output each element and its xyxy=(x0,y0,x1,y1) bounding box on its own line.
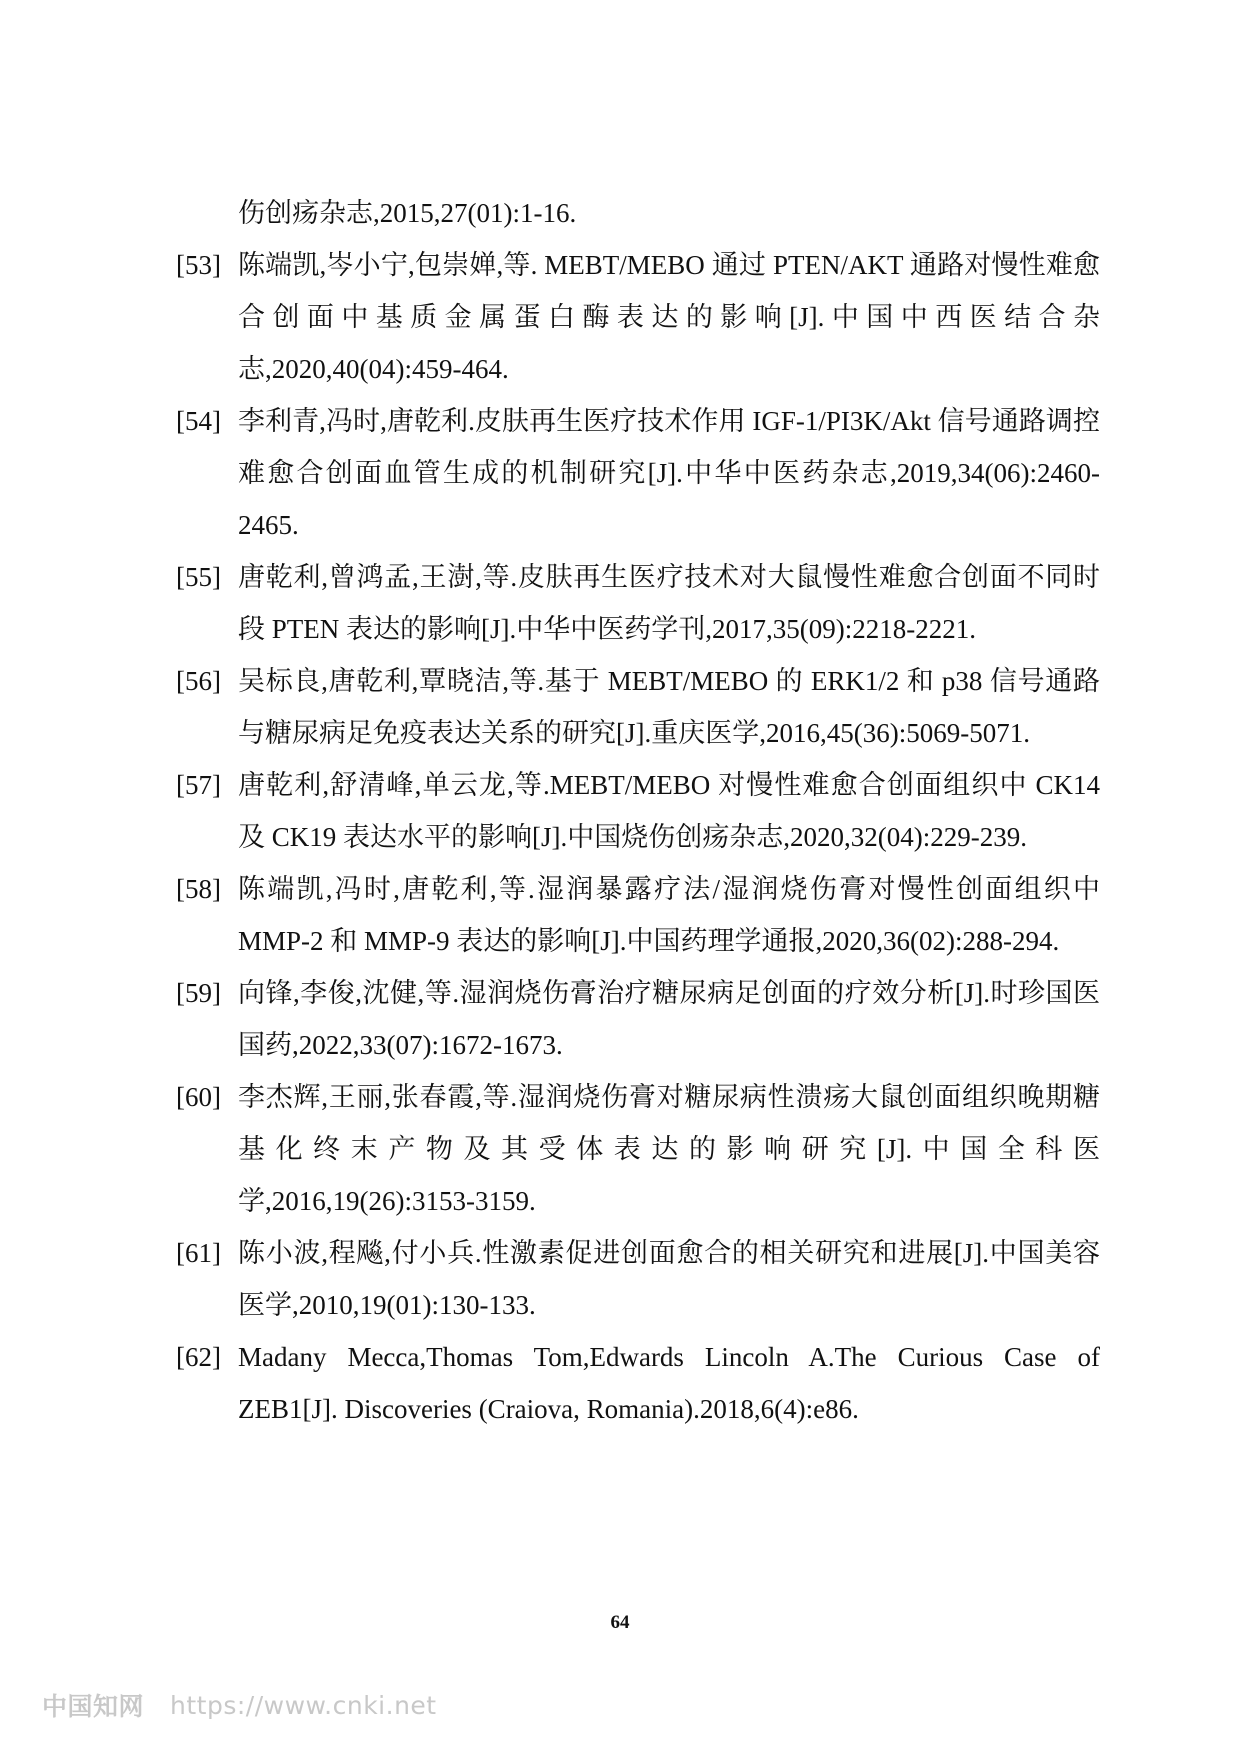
reference-item-62 xyxy=(176,1331,1100,1435)
reference-list xyxy=(176,187,1100,1435)
reference-text: 吴标良,唐乾利,覃晓洁,等.基于 MEBT/MEBO 的 ERK1/2 和 p38 信号通路与糖尿病足免疫表达关系的研究[J].重庆医学,2016,45(36):5069-5071. xyxy=(238,666,1100,748)
reference-text: 李利青,冯时,唐乾利.皮肤再生医疗技术作用 IGF-1/PI3K/Akt 信号通路调控难愈合创面血管生成的机制研究[J].中华中医药杂志,2019,34(06):2460-2465. xyxy=(238,406,1100,540)
reference-item-54 xyxy=(176,395,1100,551)
reference-item-55 xyxy=(176,551,1100,655)
reference-number: [55] xyxy=(176,562,221,592)
page-number: 64 xyxy=(610,1612,630,1633)
reference-text: 李杰辉,王丽,张春霞,等.湿润烧伤膏对糖尿病性溃疡大鼠创面组织晚期糖基化终末产物及其受体表达的影响研究[J].中国全科医学,2016,19(26):3153-3159. xyxy=(238,1082,1100,1216)
reference-text: Madany Mecca,Thomas Tom,Edwards Lincoln A.The Curious Case of ZEB1[J]. Discoveries (Craiova, Romania).2018,6(4):e86. xyxy=(238,1342,1100,1424)
reference-number: [59] xyxy=(176,978,221,1008)
reference-number: [58] xyxy=(176,874,221,904)
reference-text: 向锋,李俊,沈健,等.湿润烧伤膏治疗糖尿病足创面的疗效分析[J].时珍国医国药,2022,33(07):1672-1673. xyxy=(238,978,1100,1060)
reference-item-53 xyxy=(176,239,1100,395)
reference-text: 陈端凯,冯时,唐乾利,等.湿润暴露疗法/湿润烧伤膏对慢性创面组织中 MMP-2 和 MMP-9 表达的影响[J].中国药理学通报,2020,36(02):288-294. xyxy=(238,874,1100,956)
reference-text: 唐乾利,曾鸿孟,王澍,等.皮肤再生医疗技术对大鼠慢性难愈合创面不同时段 PTEN 表达的影响[J].中华中医药学刊,2017,35(09):2218-2221. xyxy=(238,562,1100,644)
reference-number: [53] xyxy=(176,250,221,280)
reference-text: 陈小波,程飚,付小兵.性激素促进创面愈合的相关研究和进展[J].中国美容医学,2010,19(01):130-133. xyxy=(238,1238,1100,1320)
cnki-watermark xyxy=(42,1688,437,1722)
reference-item-61 xyxy=(176,1227,1100,1331)
reference-number: [56] xyxy=(176,666,221,696)
reference-item-56 xyxy=(176,655,1100,759)
watermark-url: https://www.cnki.net xyxy=(170,1690,437,1720)
reference-text: 陈端凯,岑小宁,包崇婵,等. MEBT/MEBO 通过 PTEN/AKT 通路对慢性难愈合创面中基质金属蛋白酶表达的影响[J].中国中西医结合杂志,2020,40(04):459-464. xyxy=(238,250,1100,384)
reference-item-60 xyxy=(176,1071,1100,1227)
reference-number: [61] xyxy=(176,1238,221,1268)
reference-number: [54] xyxy=(176,406,221,436)
cnki-logo: 中国知网 xyxy=(42,1692,145,1721)
reference-item-58 xyxy=(176,863,1100,967)
reference-number: [60] xyxy=(176,1082,221,1112)
reference-continuation: 伤创疡杂志,2015,27(01):1-16. xyxy=(238,198,577,228)
reference-number: [57] xyxy=(176,770,221,800)
reference-item-59 xyxy=(176,967,1100,1071)
reference-item-57 xyxy=(176,759,1100,863)
reference-text: 唐乾利,舒清峰,单云龙,等.MEBT/MEBO 对慢性难愈合创面组织中 CK14 及 CK19 表达水平的影响[J].中国烧伤创疡杂志,2020,32(04):229-239. xyxy=(238,770,1100,852)
reference-number: [62] xyxy=(176,1342,221,1372)
